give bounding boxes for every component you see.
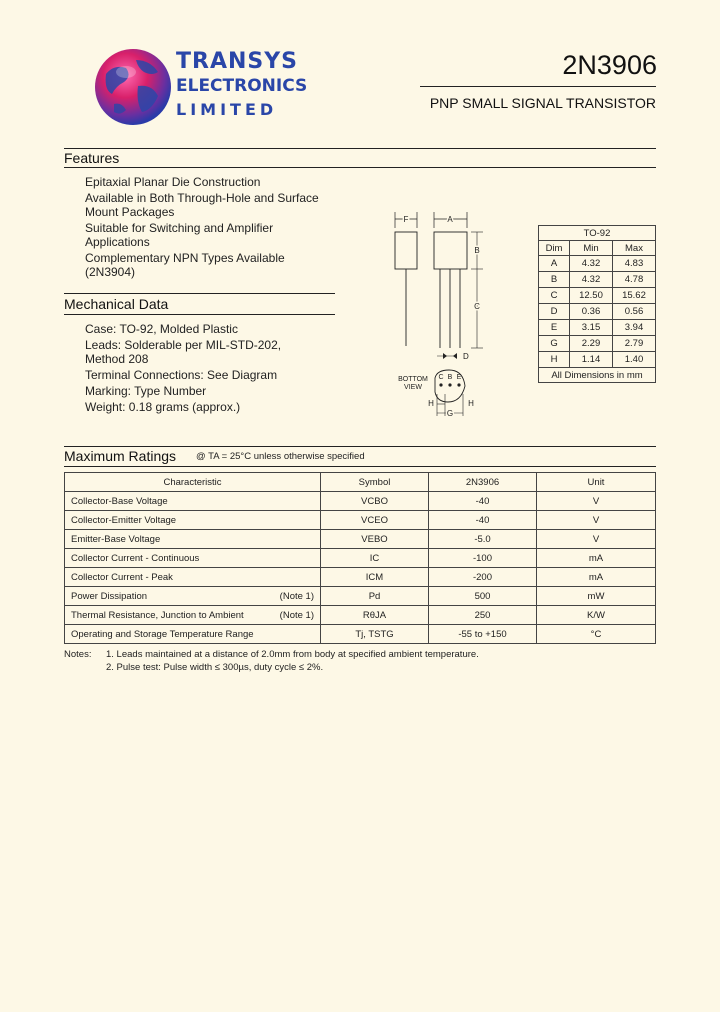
- features-rule: [64, 148, 656, 149]
- table-header: Min: [570, 241, 613, 256]
- table-cell: A: [539, 256, 570, 272]
- note-ref: (Note 1): [279, 609, 314, 621]
- table-row: [65, 530, 656, 549]
- list-item: Suitable for Switching and Amplifier: [85, 221, 274, 235]
- globe-logo-icon: [92, 46, 174, 128]
- table-row: [65, 587, 656, 606]
- characteristic-text: Collector Current - Continuous: [71, 552, 200, 564]
- value-cell: -55 to +150: [429, 625, 537, 644]
- characteristic-cell: [65, 568, 321, 587]
- dim-label-c: C: [474, 302, 480, 311]
- table-header: Dim: [539, 241, 570, 256]
- unit-cell: mW: [537, 587, 656, 606]
- table-cell: B: [539, 272, 570, 288]
- table-row: [539, 320, 656, 336]
- table-cell: E: [539, 320, 570, 336]
- symbol-cell: RθJA: [321, 606, 429, 625]
- bottom-view-label: BOTTOM: [398, 376, 428, 383]
- characteristic-text: Collector Current - Peak: [71, 571, 173, 583]
- unit-cell: K/W: [537, 606, 656, 625]
- subtitle: PNP SMALL SIGNAL TRANSISTOR: [429, 95, 656, 111]
- table-cell: 0.36: [570, 304, 613, 320]
- features-underline: [64, 167, 656, 168]
- value-cell: -5.0: [429, 530, 537, 549]
- table-cell: 2.29: [570, 336, 613, 352]
- table-row: [65, 606, 656, 625]
- logo-line-3: LIMITED: [176, 100, 278, 119]
- table-cell: D: [539, 304, 570, 320]
- unit-cell: V: [537, 492, 656, 511]
- characteristic-cell: [65, 492, 321, 511]
- list-item: Method 208: [85, 352, 149, 366]
- characteristic-text: Collector-Base Voltage: [71, 495, 168, 507]
- dim-label-b: B: [474, 246, 480, 255]
- table-header-row: [65, 473, 656, 492]
- pin-label-c: C: [438, 374, 444, 381]
- dimensions-table: [538, 225, 656, 383]
- table-cell: 15.62: [612, 288, 655, 304]
- unit-cell: mA: [537, 549, 656, 568]
- characteristic-text: Thermal Resistance, Junction to Ambient: [71, 609, 244, 621]
- bottom-view-label-2: VIEW: [404, 384, 422, 391]
- list-item: Epitaxial Planar Die Construction: [85, 175, 261, 189]
- unit-cell: V: [537, 530, 656, 549]
- table-row: [539, 304, 656, 320]
- symbol-cell: Tj, TSTG: [321, 625, 429, 644]
- characteristic-cell: [65, 625, 321, 644]
- dim-label-a: A: [447, 215, 453, 224]
- characteristic-text: Emitter-Base Voltage: [71, 533, 161, 545]
- table-cell: G: [539, 336, 570, 352]
- table-row: [65, 492, 656, 511]
- list-item: Mount Packages: [85, 205, 175, 219]
- table-cell: 4.78: [612, 272, 655, 288]
- dim-label-h2: H: [468, 399, 474, 408]
- dim-label-g: G: [446, 409, 454, 418]
- table-cell: 4.32: [570, 256, 613, 272]
- characteristic-cell: [65, 511, 321, 530]
- table-header: Max: [612, 241, 655, 256]
- features-title: Features: [64, 150, 120, 166]
- symbol-cell: VCBO: [321, 492, 429, 511]
- note-2: 2. Pulse test: Pulse width ≤ 300µs, duty cycle ≤ 2%.: [106, 662, 324, 673]
- symbol-cell: VEBO: [321, 530, 429, 549]
- dimensions-footer: All Dimensions in mm: [539, 368, 656, 383]
- table-header: 2N3906: [429, 473, 537, 492]
- characteristic-cell: [65, 530, 321, 549]
- value-cell: 250: [429, 606, 537, 625]
- table-row: [539, 288, 656, 304]
- unit-cell: °C: [537, 625, 656, 644]
- header-rule: [420, 86, 656, 87]
- characteristic-text: Collector-Emitter Voltage: [71, 514, 177, 526]
- symbol-cell: VCEO: [321, 511, 429, 530]
- unit-cell: mA: [537, 568, 656, 587]
- characteristic-cell: [65, 587, 321, 606]
- unit-cell: V: [537, 511, 656, 530]
- pin-label-b: B: [447, 374, 453, 381]
- list-item: Available in Both Through-Hole and Surface: [85, 191, 319, 205]
- table-cell: 3.94: [612, 320, 655, 336]
- table-row: [65, 511, 656, 530]
- mechanical-rule: [64, 293, 335, 294]
- value-cell: -100: [429, 549, 537, 568]
- notes-label: Notes:: [64, 649, 92, 660]
- dim-label-h: H: [428, 399, 434, 408]
- features-list: [85, 175, 319, 279]
- list-item: (2N3904): [85, 265, 136, 279]
- table-cell: 4.32: [570, 272, 613, 288]
- logo-line-2: ELECTRONICS: [176, 76, 308, 96]
- table-row: [65, 549, 656, 568]
- ratings-condition: @ TA = 25°C unless otherwise specified: [196, 451, 365, 462]
- table-cell: 4.83: [612, 256, 655, 272]
- list-item: Weight: 0.18 grams (approx.): [85, 400, 241, 414]
- table-row: [65, 625, 656, 644]
- table-cell: C: [539, 288, 570, 304]
- logo-line-1: TRANSYS: [176, 49, 299, 74]
- symbol-cell: Pd: [321, 587, 429, 606]
- table-row: [539, 352, 656, 368]
- characteristic-text: Operating and Storage Temperature Range: [71, 628, 254, 640]
- ratings-title: Maximum Ratings: [64, 448, 177, 464]
- characteristic-cell: [65, 549, 321, 568]
- table-header: Characteristic: [65, 473, 321, 492]
- list-item: Case: TO-92, Molded Plastic: [85, 322, 238, 336]
- table-row: [65, 568, 656, 587]
- list-item: Terminal Connections: See Diagram: [85, 368, 278, 382]
- package-diagram: [385, 208, 505, 423]
- note-1: 1. Leads maintained at a distance of 2.0mm from body at specified ambient temperature.: [106, 649, 479, 660]
- pin-label-e: E: [456, 374, 462, 381]
- table-cell: 1.40: [612, 352, 655, 368]
- symbol-cell: IC: [321, 549, 429, 568]
- table-cell: 3.15: [570, 320, 613, 336]
- ratings-underline: [64, 466, 656, 467]
- value-cell: -40: [429, 511, 537, 530]
- table-row: [539, 336, 656, 352]
- symbol-cell: ICM: [321, 568, 429, 587]
- list-item: Applications: [85, 235, 150, 249]
- characteristic-text: Power Dissipation: [71, 590, 148, 602]
- table-cell: H: [539, 352, 570, 368]
- mechanical-underline: [64, 314, 335, 315]
- table-cell: 0.56: [612, 304, 655, 320]
- table-cell: 1.14: [570, 352, 613, 368]
- list-item: Marking: Type Number: [85, 384, 207, 398]
- note-ref: (Note 1): [279, 590, 314, 602]
- mechanical-title: Mechanical Data: [64, 296, 169, 312]
- package-name: TO-92: [539, 226, 656, 241]
- ratings-rule: [64, 446, 656, 447]
- characteristic-cell: [65, 606, 321, 625]
- table-row: [539, 256, 656, 272]
- value-cell: 500: [429, 587, 537, 606]
- table-row: [539, 272, 656, 288]
- part-number: 2N3906: [562, 50, 657, 80]
- table-cell: 2.79: [612, 336, 655, 352]
- table-header: Unit: [537, 473, 656, 492]
- value-cell: -200: [429, 568, 537, 587]
- ratings-table: [64, 472, 656, 644]
- table-cell: 12.50: [570, 288, 613, 304]
- dim-label-d: D: [463, 352, 469, 361]
- dim-label-f: F: [403, 215, 409, 224]
- list-item: Leads: Solderable per MIL-STD-202,: [85, 338, 282, 352]
- mechanical-list: [85, 322, 281, 414]
- table-header: Symbol: [321, 473, 429, 492]
- value-cell: -40: [429, 492, 537, 511]
- list-item: Complementary NPN Types Available: [85, 251, 285, 265]
